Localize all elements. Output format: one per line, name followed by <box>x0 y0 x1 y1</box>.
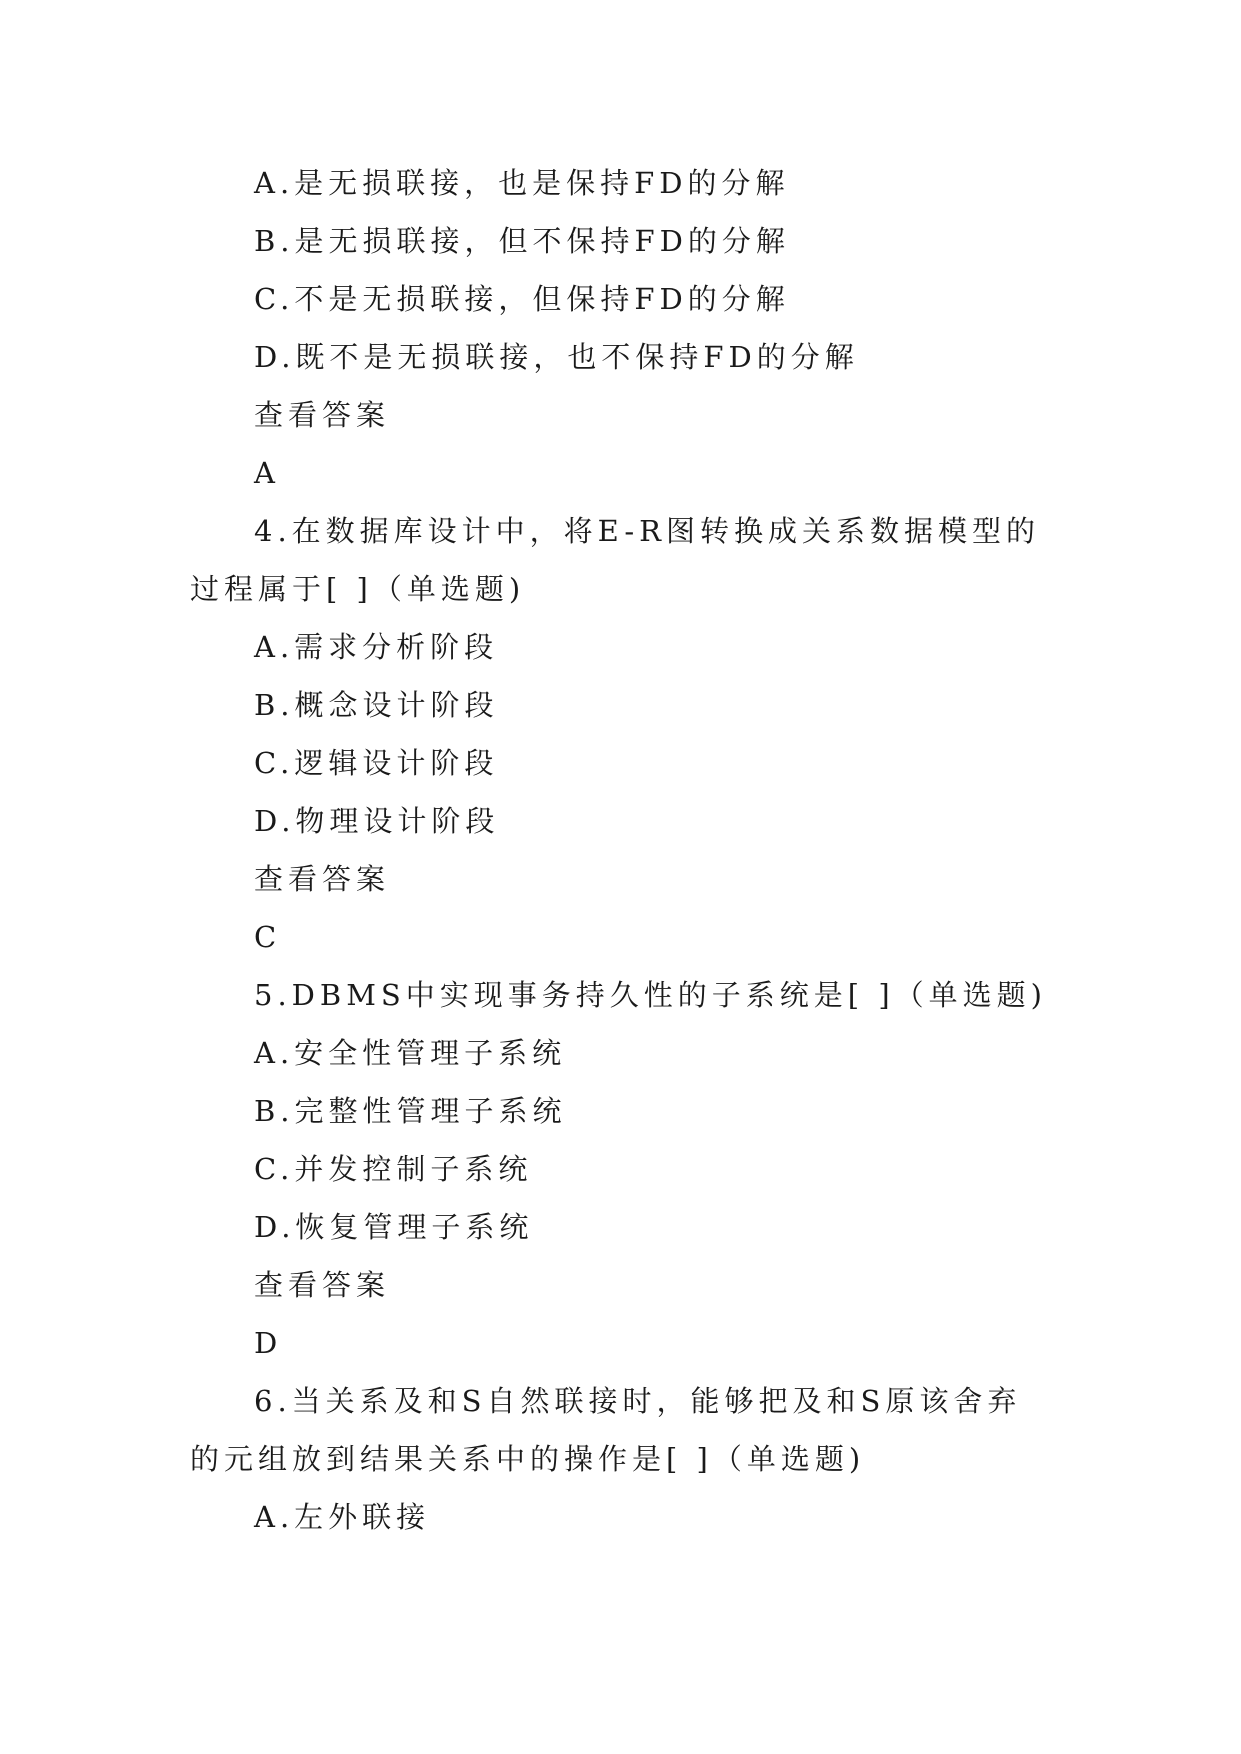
option-b-q4: B.概念设计阶段 <box>254 688 499 722</box>
option-b-q5: B.完整性管理子系统 <box>254 1094 567 1128</box>
answer-q4: C <box>254 920 282 954</box>
view-answer-q4[interactable]: 查看答案 <box>254 862 391 896</box>
question-4: 4.在数据库设计中，将E-R图转换成关系数据模型的 <box>254 514 1041 548</box>
option-a-q4: A.需求分析阶段 <box>254 630 499 664</box>
option-a-q5: A.安全性管理子系统 <box>254 1036 567 1070</box>
option-c-q5: C.并发控制子系统 <box>254 1152 533 1186</box>
view-answer-q5[interactable]: 查看答案 <box>254 1268 391 1302</box>
question-6-continued: 的元组放到结果关系中的操作是[ ]（单选题) <box>190 1442 866 1476</box>
question-4-continued: 过程属于[ ]（单选题) <box>190 572 526 606</box>
option-d-q5: D.恢复管理子系统 <box>254 1210 534 1244</box>
answer-q5: D <box>254 1326 283 1360</box>
option-c-q4: C.逻辑设计阶段 <box>254 746 499 780</box>
option-d-q4: D.物理设计阶段 <box>254 804 500 838</box>
option-b-q3: B.是无损联接，但不保持FD的分解 <box>254 224 790 258</box>
option-a-q6: A.左外联接 <box>254 1500 431 1534</box>
option-c-q3: C.不是无损联接，但保持FD的分解 <box>254 282 790 316</box>
answer-q3: A <box>254 456 280 490</box>
view-answer-q3[interactable]: 查看答案 <box>254 398 391 432</box>
option-a-q3: A.是无损联接，也是保持FD的分解 <box>254 166 790 200</box>
question-6: 6.当关系及和S自然联接时，能够把及和S原该舍弃 <box>254 1384 1022 1418</box>
question-5: 5.DBMS中实现事务持久性的子系统是[ ]（单选题) <box>254 978 1047 1012</box>
option-d-q3: D.既不是无损联接，也不保持FD的分解 <box>254 340 859 374</box>
